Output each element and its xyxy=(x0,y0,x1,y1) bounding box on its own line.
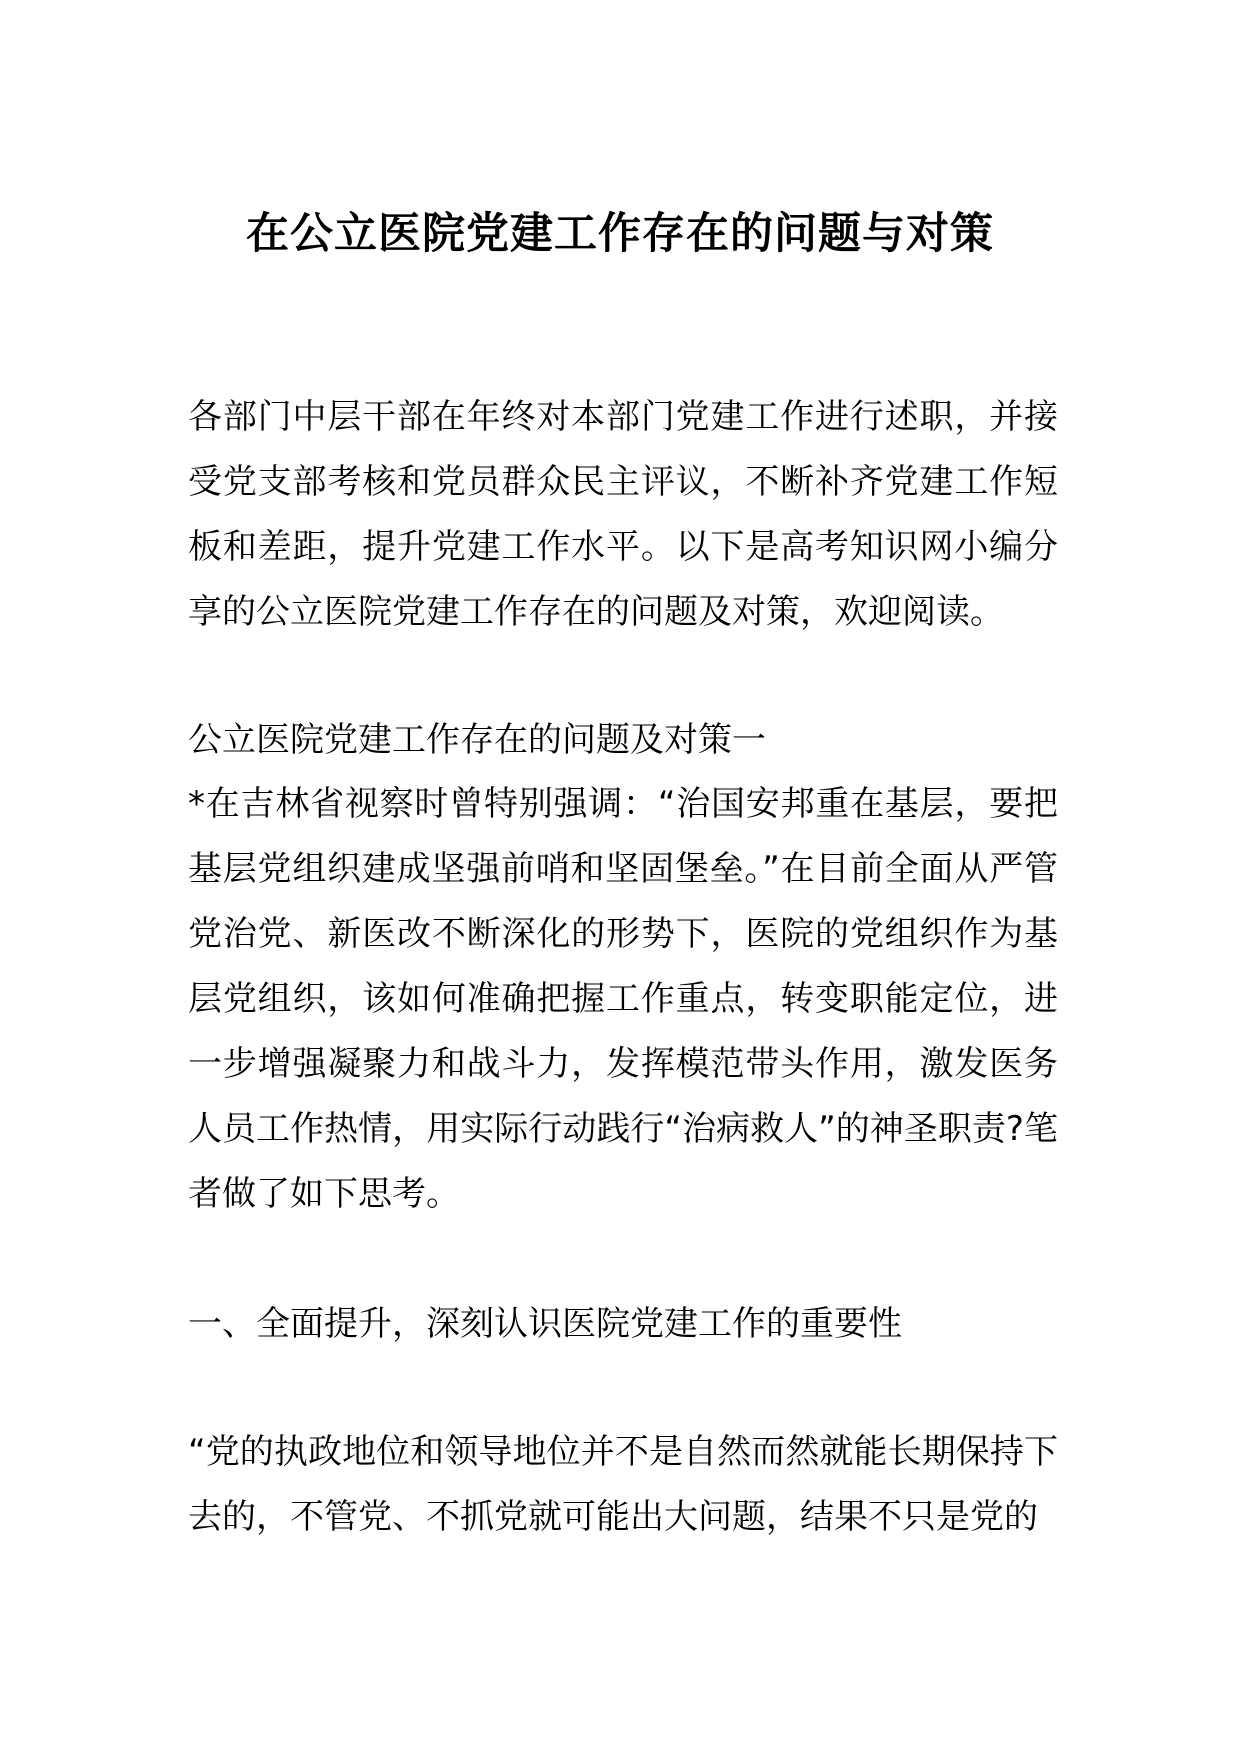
section-heading: 一、全面提升，深刻认识医院党建工作的重要性 xyxy=(188,1304,902,1344)
document-title: 在公立医院党建工作存在的问题与对策 xyxy=(246,209,994,259)
quote-paragraph: *在吉林省视察时曾特别强调：“治国安邦重在基层，要把基层党组织建成坚强前哨和坚固堡垒。”在目前全面从严管党治党、新医改不断深化的形势下，医院的党组织作为基层党组织，该如何准确把握工作重点，转变职能定位，进一步增强凝聚力和战斗力，发挥模范带头作用，激发医务人员工作热情，用实际行动践行“治病救人”的神圣职责?笔者做了如下思考。 xyxy=(188,784,1058,1214)
intro-paragraph: 各部门中层干部在年终对本部门党建工作进行述职，并接受党支部考核和党员群众民主评议，不断补齐党建工作短板和差距，提升党建工作水平。以下是高考知识网小编分享的公立医院党建工作存在的问题及对策，欢迎阅读。 xyxy=(188,397,1058,632)
section-subtitle: 公立医院党建工作存在的问题及对策一 xyxy=(188,720,766,760)
final-paragraph: “党的执政地位和领导地位并不是自然而然就能长期保持下去的，不管党、不抓党就可能出大问题，结果不只是党的 xyxy=(188,1432,1058,1537)
